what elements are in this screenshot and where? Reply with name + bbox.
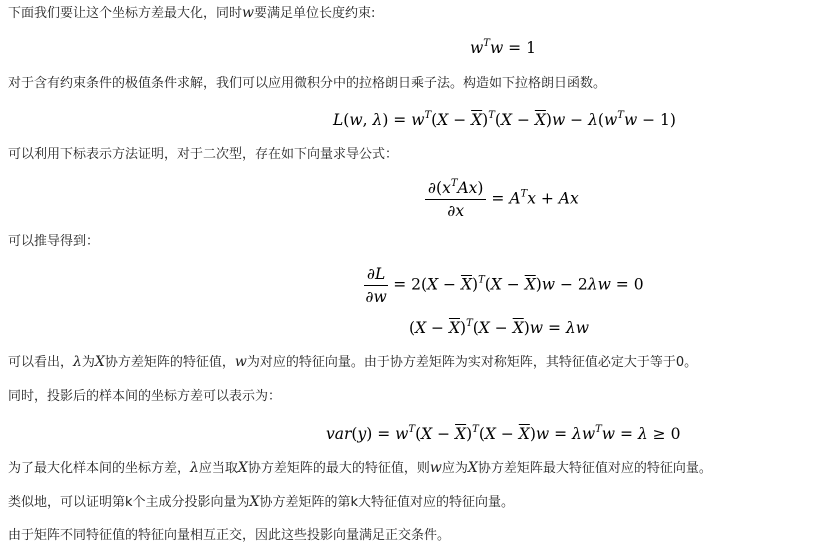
paragraph-9: 由于矩阵不同特征值的特征向量相互正交，因此这些投影向量满足正交条件。 [8,528,451,543]
paragraph-2: 对于含有约束条件的极值条件求解，我们可以应用微积分中的拉格朗日乘子法。构造如下拉格朗日函数。 [8,76,607,91]
paragraph-5 [8,353,697,372]
text: 应当取 [198,461,238,476]
text: 可以看出， [8,355,74,370]
math-var-lambda: λ [73,354,82,370]
equation-constraint: $w^Tw = 1$ [470,38,536,57]
math-var-X: X [249,494,260,510]
math-var-X: X [237,460,248,476]
math-var-X: X [467,460,478,476]
math-var-w: w [429,460,442,476]
paragraph-6: 同时，投影后的样本间的坐标方差可以表示为： [8,389,282,404]
equation-variance: $var(y) = w^T(X - \overline{X})^T(X - \overline{X})w = \lambda w^Tw = \lambda \ge 0$ [326,424,681,443]
paragraph-8 [8,493,514,512]
equation-lagrangian: L(w, $\lambda) = w^T(X - \overline{X})^T(X - \overline{X})w - \lambda(w^Tw - 1)$ [333,110,676,129]
text: 为 [81,355,95,370]
math-var-lambda: λ [190,460,199,476]
equation-derivative-formula: $\frac{\partial(x^TAx)}{\partial x}$ = $A^Tx + Ax$ [425,178,579,221]
math-var-X: X [94,354,105,370]
equation-gradient-zero: $\frac{\partial L}{\partial w}$ = $2(X - \overline{X})^T(X - \overline{X})w - 2\lambda w = 0$ [365,265,644,306]
text: 类似地，可以证明第k个主成分投影向量为 [8,495,250,510]
paragraph-4: 可以推导得到： [8,234,100,249]
math-var-w: w [242,5,254,21]
math-var-w: w [234,354,247,370]
equation-eigen: $(X - \overline{X})^T(X - \overline{X})w = \lambda w$ [409,318,590,337]
paragraph-7 [8,459,712,478]
text: 协方差矩阵的最大的特征值，则 [247,461,430,476]
paragraph-3: 可以利用下标表示方法证明，对于二次型，存在如下向量求导公式： [8,147,399,162]
text: 下面我们要让这个坐标方差最大化，同时 [8,6,243,21]
text: 要满足单位长度约束: [254,6,376,21]
text: 协方差矩阵最大特征值对应的特征向量。 [477,461,712,476]
text: 协方差矩阵的第k大特征值对应的特征向量。 [259,495,515,510]
paragraph-1 [8,4,375,23]
text: 应为 [441,461,468,476]
text: 为对应的特征向量。由于协方差矩阵为实对称矩阵，其特征值必定大于等于0。 [246,355,698,370]
text: 为了最大化样本间的坐标方差， [8,461,191,476]
text: 协方差矩阵的特征值， [104,355,235,370]
